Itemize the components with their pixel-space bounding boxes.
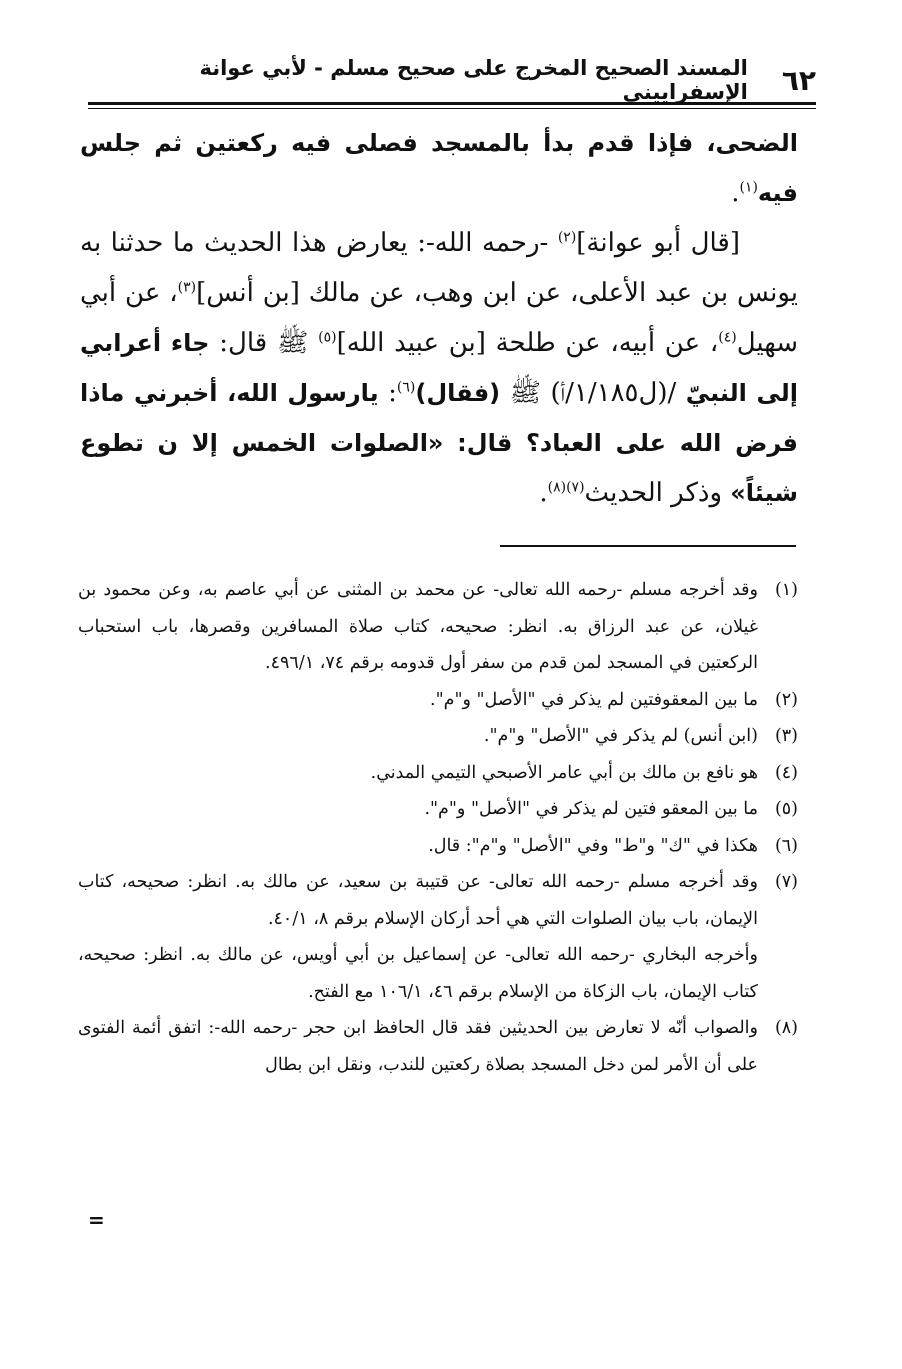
footnote-3 <box>78 718 798 755</box>
hadith-paragraph <box>80 218 798 518</box>
footnote-ref-3: (٣) <box>177 279 197 296</box>
opening-line-end: . <box>731 178 740 208</box>
header-rule-thin <box>88 108 816 109</box>
footnote-text: ما بين المعقو فتين لم يذكر في "الأصل" و"م". <box>424 799 758 819</box>
footnote-ref-5: (٥) <box>318 329 337 346</box>
footnote-ref-1: (١) <box>739 179 758 196</box>
footnote-number: (١) <box>774 580 798 600</box>
opening-line-text: الضحى، فإذا قدم بدأ بالمسجد فصلى فيه ركعتين ثم جلس فيه <box>80 129 798 207</box>
footnote-number: (٣) <box>774 726 798 746</box>
footnote-number: (٢) <box>774 689 798 710</box>
closing-period: . <box>539 478 548 508</box>
footnote-7-continued <box>78 937 798 1010</box>
footnote-number: (٤) <box>774 762 798 783</box>
running-title: المسند الصحيح المخرج على صحيح مسلم - لأبي عوانة الإسفراييني <box>199 56 748 104</box>
footnote-ref-4: (٤) <box>718 329 737 346</box>
manuscript-ref: /(ل١/١٨٥/أ) ﷺ <box>500 378 686 408</box>
footnote-text: هو نافع بن مالك بن أبي عامر الأصبحي التيمي المدني. <box>370 762 758 783</box>
footnote-7 <box>78 864 798 937</box>
footnote-4 <box>78 755 798 792</box>
footnote-text: هكذا في "ك" و"ط" وفي "الأصل" و"م": قال. <box>428 835 758 856</box>
page-number: ٦٢ <box>781 63 816 97</box>
footnote-5 <box>78 791 798 828</box>
header-rule-thick <box>88 102 816 105</box>
isnad-part-2: ، عن أبي سهيل <box>80 278 798 358</box>
footnote-text: (ابن أنس) لم يذكر في "الأصل" و"م". <box>483 726 758 746</box>
footnote-number: (٨) <box>774 1018 798 1038</box>
matn-bold-3: يارسول الله، أخبرني ماذا فرض الله على العباد؟ قال: «الصلوات الخمس إلا ن تطوع شيئاً» <box>80 379 798 507</box>
footnote-2 <box>78 682 798 719</box>
footnote-text: وأخرجه البخاري -رحمه الله تعالى- عن إسماعيل بن أبي أويس، عن مالك به. انظر: صحيحه، كتاب الإيمان، باب الزكاة من الإسلام برقم ٤٦، ١٠٦/١ مع الفتح. <box>78 945 758 1002</box>
main-text <box>80 118 798 518</box>
footnote-number: (٧) <box>774 872 798 892</box>
footnote-ref-8: (٨) <box>547 479 567 496</box>
continued-mark: = <box>88 1208 105 1232</box>
footnote-number: (٥) <box>774 799 798 819</box>
footnote-1 <box>78 572 798 682</box>
footnote-text: ما بين المعقوفتين لم يذكر في "الأصل" و"م". <box>430 689 758 710</box>
opening-line <box>80 118 798 218</box>
matn-bold-2: (فقال) <box>415 379 501 407</box>
closing-text: وذكر الحديث <box>584 478 731 508</box>
isnad-part-3: ، عن أبيه، عن طلحة [بن عبيد الله] <box>336 328 719 358</box>
footnote-ref-2: (٢) <box>557 229 577 246</box>
running-header <box>88 56 816 104</box>
isnad-part-1: -رحمه الله-: يعارض هذا الحديث ما حدثنا به يونس بن عبد الأعلى، عن ابن وهب، عن مالك [بن أنس] <box>80 228 798 308</box>
matn-bold-1: جاء أعرابي إلى النبيّ <box>80 329 798 407</box>
footnotes <box>78 572 798 1083</box>
footnote-8 <box>78 1010 798 1083</box>
footnote-ref-7: (٧) <box>566 479 585 496</box>
footnote-number: (٦) <box>774 835 798 856</box>
footnote-separator <box>500 545 796 547</box>
footnote-ref-6: (٦) <box>396 379 416 396</box>
colon: : <box>378 378 397 408</box>
footnote-text: وقد أخرجه مسلم -رحمه الله تعالى- عن محمد بن المثنى عن أبي عاصم به، وعن محمود بن غيلان، عن عبد الرزاق به. انظر: صحيحه، كتاب صلاة المسافرين وقصرها، باب استحباب الركعتين في المسجد لمن قدم من سفر أول قدومه برقم ٧٤، ٤٩٦/١. <box>78 580 758 673</box>
footnote-6 <box>78 828 798 865</box>
footnote-text: والصواب أنّه لا تعارض بين الحديثين فقد قال الحافظ ابن حجر -رحمه الله-: اتفق أئمة الفتوى على أن الأمر لمن دخل المسجد بصلاة ركعتين للندب، ونقل ابن بطال <box>78 1018 758 1075</box>
isnad-part-4: ﷺ قال: <box>209 328 319 358</box>
narrator-bracket: [قال أبو عوانة] <box>576 228 741 258</box>
footnote-text: وقد أخرجه مسلم -رحمه الله تعالى- عن قتيبة بن سعيد، عن مالك به. انظر: صحيحه، كتاب الإيمان، باب بيان الصلوات التي هي أحد أركان الإسلام برقم ٨، ٤٠/١. <box>78 872 758 929</box>
